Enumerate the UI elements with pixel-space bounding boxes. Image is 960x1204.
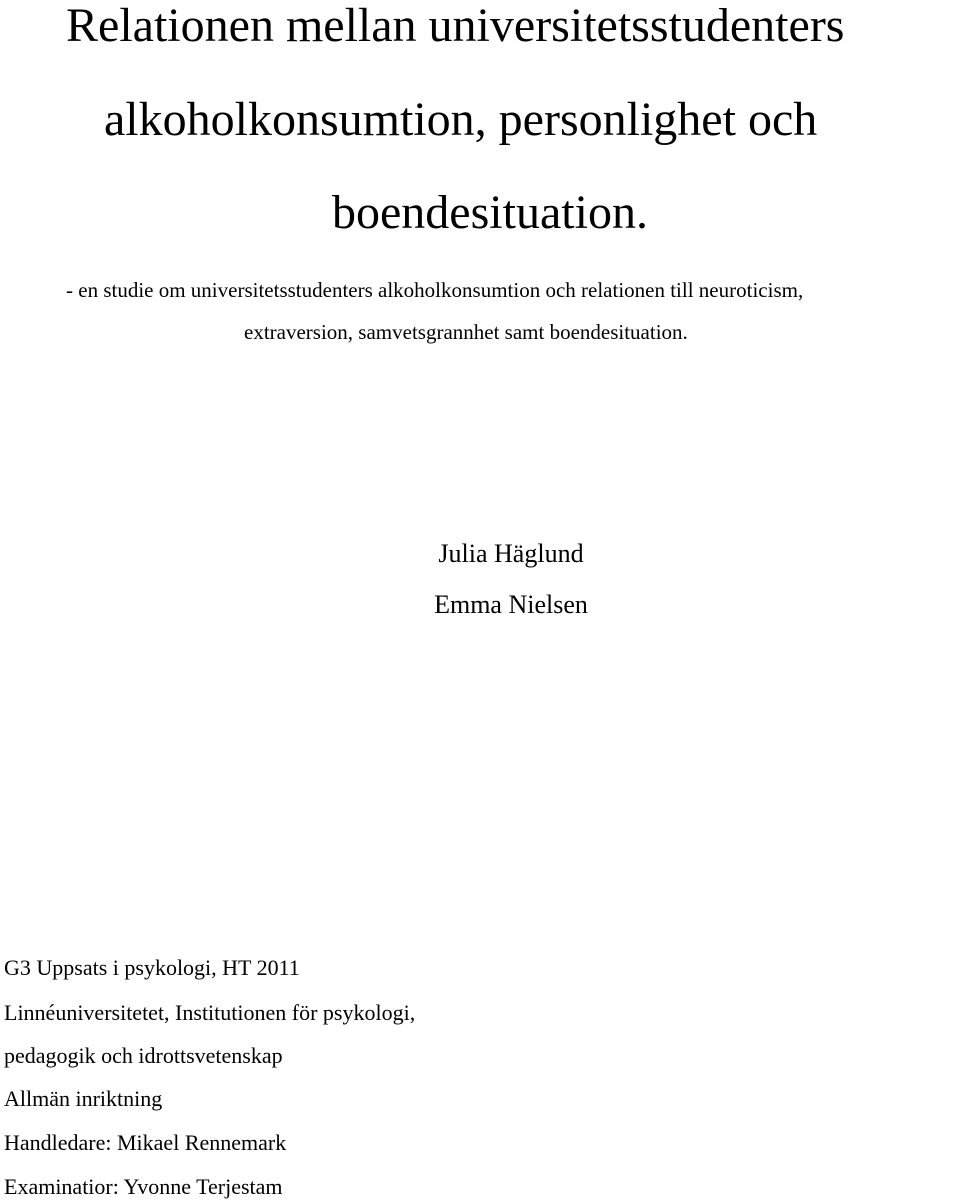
- document-title-line-2: alkoholkonsumtion, personlighet och: [104, 93, 818, 146]
- supervisor-info: Handledare: Mikael Rennemark: [4, 1130, 287, 1155]
- document-subtitle-line-2: extraversion, samvetsgrannhet samt boendesituation.: [244, 320, 688, 344]
- author-2: Emma Nielsen: [434, 590, 588, 619]
- author-1: Julia Häglund: [438, 539, 584, 568]
- document-title-line-3: boendesituation.: [332, 186, 648, 239]
- document-title-line-1: Relationen mellan universitetsstudenters: [66, 0, 845, 52]
- examiner-info: Examinatior: Yvonne Terjestam: [4, 1174, 283, 1199]
- department-info: pedagogik och idrottsvetenskap: [4, 1043, 283, 1068]
- program-orientation: Allmän inriktning: [4, 1086, 163, 1111]
- document-subtitle-line-1: - en studie om universitetsstudenters alkoholkonsumtion och relationen till neuroticism,: [66, 278, 804, 302]
- course-info: G3 Uppsats i psykologi, HT 2011: [4, 955, 300, 980]
- university-info: Linnéuniversitetet, Institutionen för psykologi,: [4, 1000, 416, 1025]
